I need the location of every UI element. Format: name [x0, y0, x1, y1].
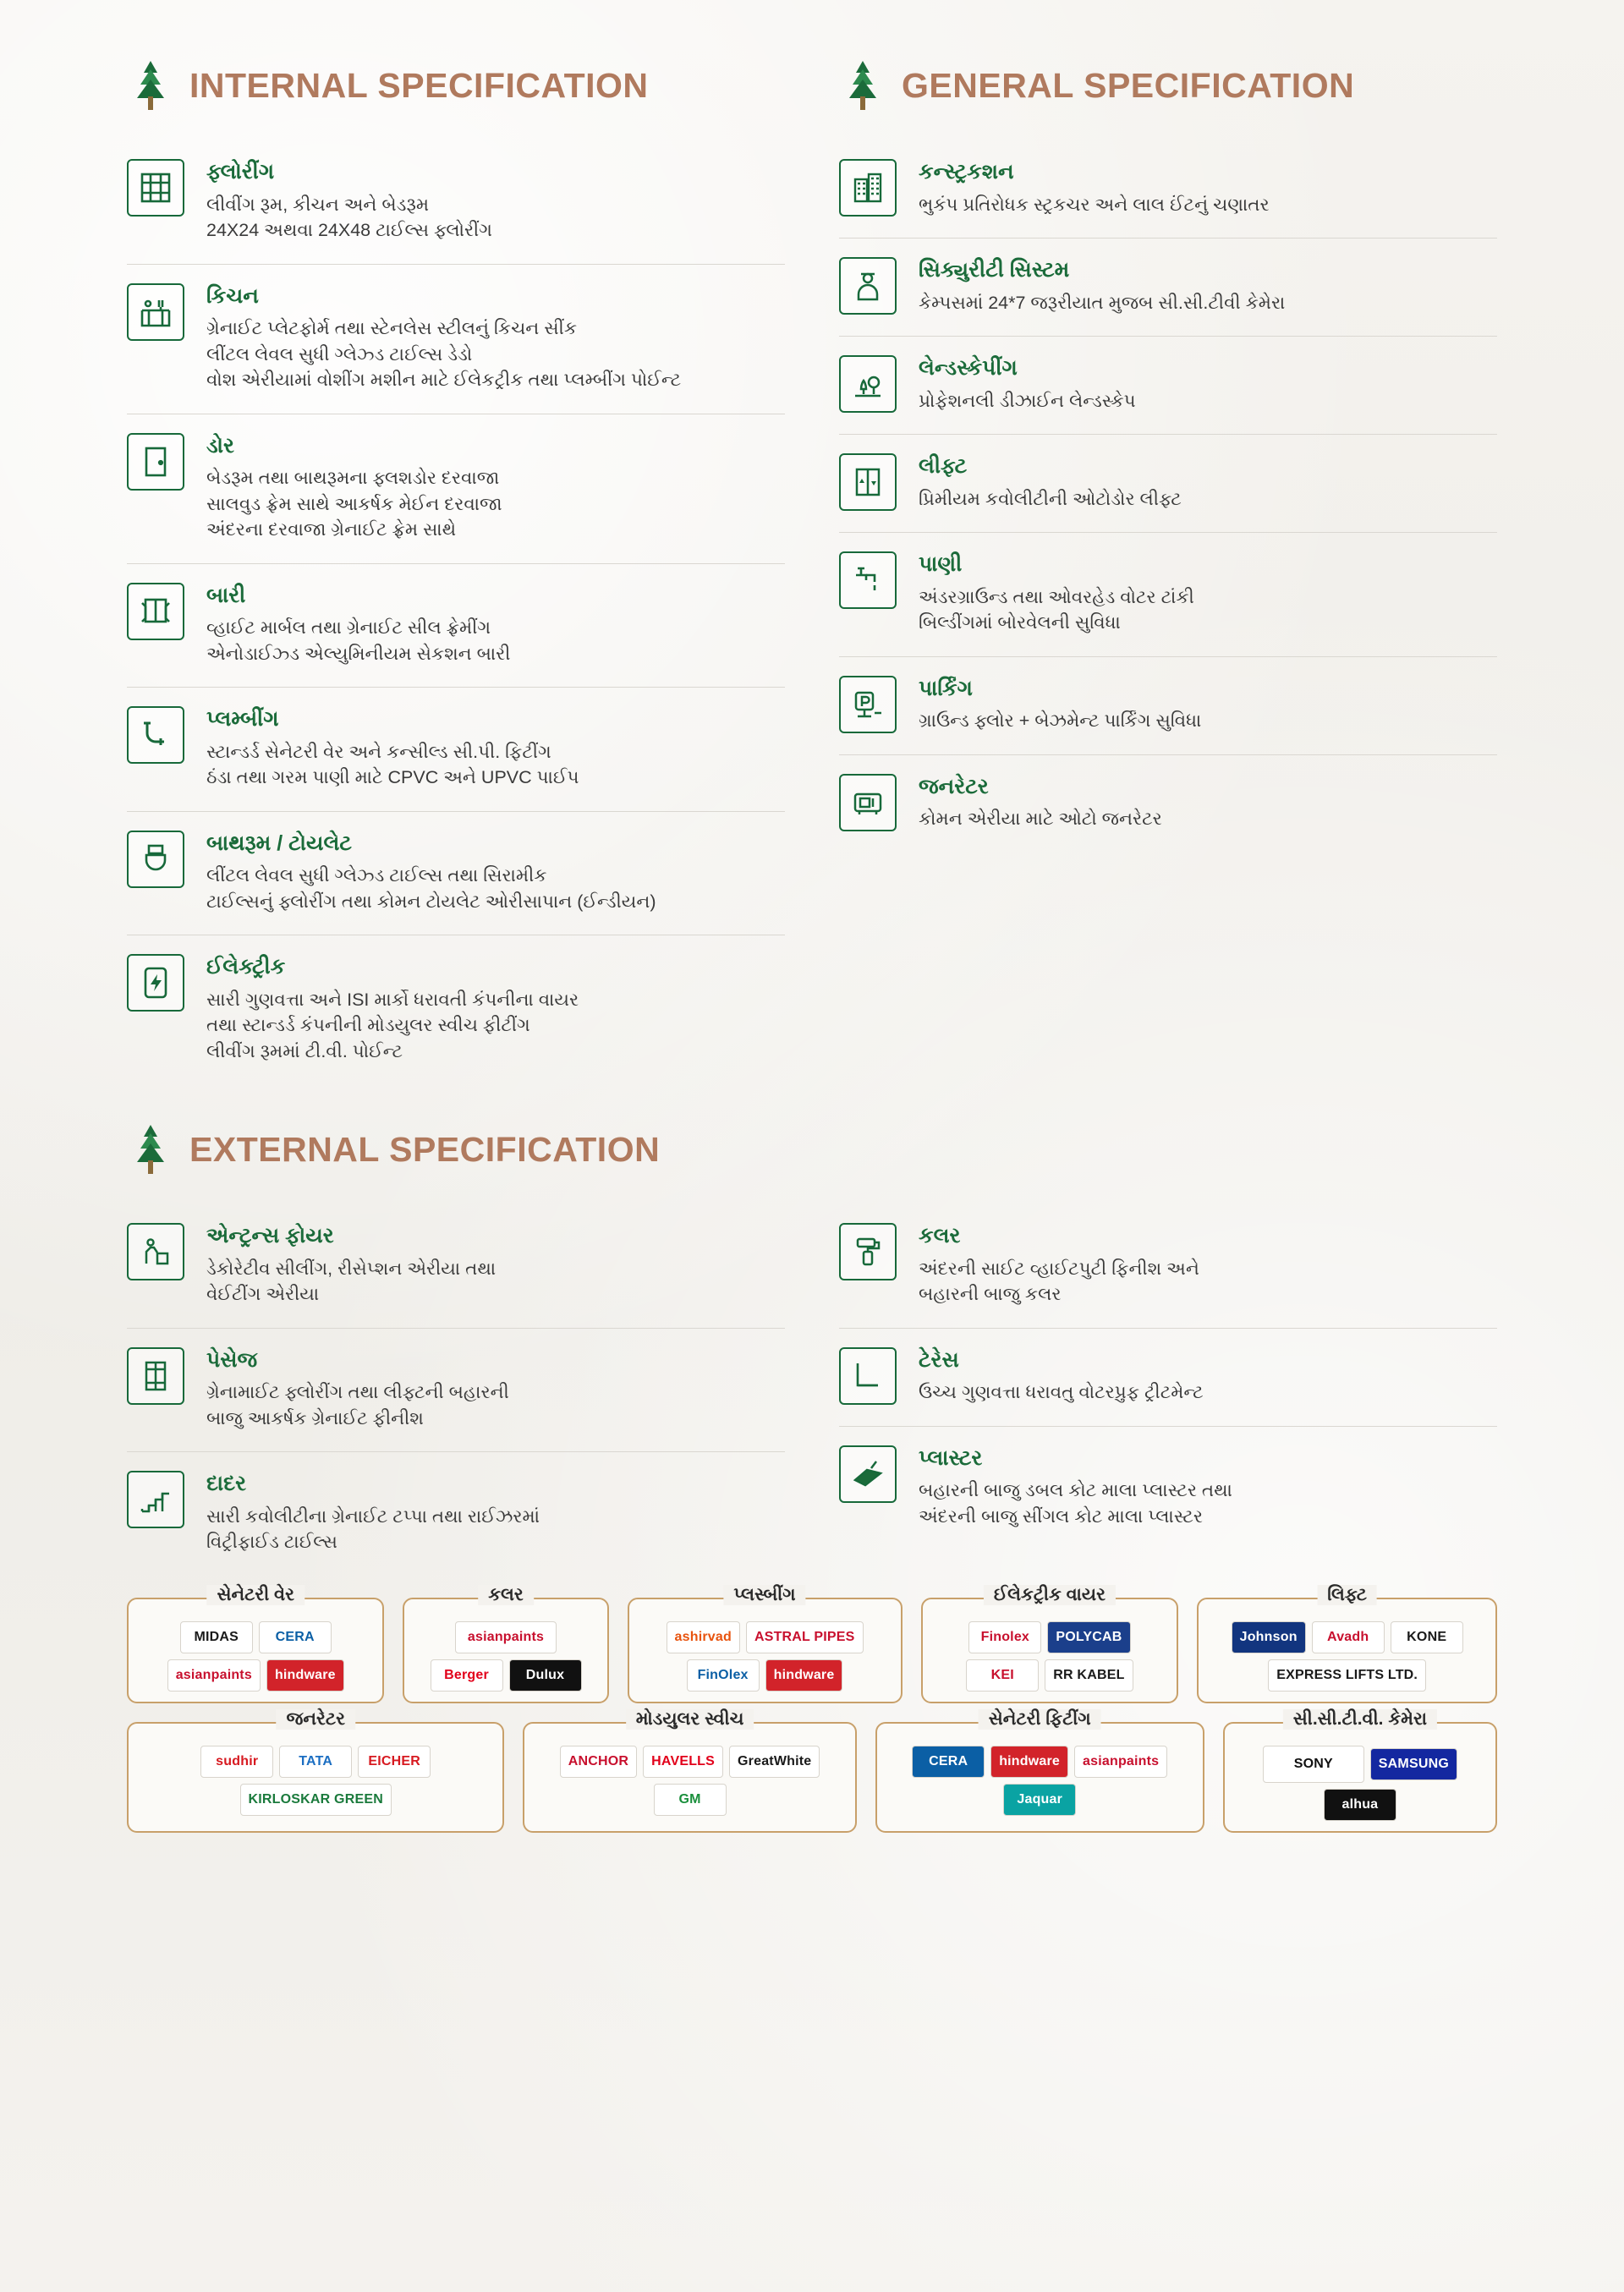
spec-item-line: લીંટલ લેવલ સુધી ગ્લેઝ્ડ ટાઈલ્સ તથા સિરામીક	[206, 865, 547, 886]
building-icon	[839, 159, 897, 217]
spec-item-title: પાર્કિંગ	[919, 676, 973, 700]
spec-item-line: ટાઈલ્સનું ફ્લોરીંગ તથા કોમન ટોયલેટ ઓરીસાપાન (ઈન્ડીયન)	[206, 891, 656, 912]
spec-item-line: તથા સ્ટાન્ડર્ડ કંપનીની મોડયુલર સ્વીચ ફીટીંગ	[206, 1015, 530, 1036]
staircase-icon	[127, 1471, 184, 1528]
internal-items-list	[127, 140, 785, 1084]
spec-item-title: જનરેટર	[919, 774, 989, 798]
spec-item	[839, 755, 1497, 853]
brand-logo: Berger	[431, 1659, 503, 1692]
brand-logo: asianpaints	[455, 1621, 557, 1653]
spec-item-text	[206, 706, 785, 791]
floor-tile-icon	[127, 159, 184, 217]
spec-item-text	[919, 676, 1497, 734]
spec-item	[839, 239, 1497, 337]
spec-item-title: લેન્ડસ્કેપીંગ	[919, 356, 1018, 381]
brand-logo: KIRLOSKAR GREEN	[240, 1784, 392, 1816]
brand-card-caption: લિફ્ટ	[1317, 1585, 1377, 1605]
brand-card-caption: ઈલેકટ્રીક વાયર	[984, 1585, 1116, 1605]
brand-logo: Jaquar	[1003, 1784, 1076, 1816]
spec-item-line: ગ્રેનાઈટ પ્લેટફોર્મ તથા સ્ટેનલેસ સ્ટીલનું કિચન સીંક	[206, 318, 577, 339]
spec-item-line: અંદરની બાજુ સીંગલ કોટ માલા પ્લાસ્ટર	[919, 1505, 1204, 1527]
brand-logo-group	[140, 1621, 370, 1692]
paint-roller-icon	[839, 1223, 897, 1280]
generator-icon	[839, 774, 897, 831]
passage-lift-icon	[127, 1347, 184, 1405]
spec-item	[127, 265, 785, 414]
section-title: EXTERNAL SPECIFICATION	[189, 1129, 661, 1169]
spec-item-line: બહારની બાજુ કલર	[919, 1284, 1062, 1305]
brand-logo-group	[1210, 1621, 1484, 1692]
brand-logo: Finolex	[968, 1621, 1041, 1653]
spec-item-text	[919, 1223, 1497, 1308]
spec-item-title: બાથરૂમ / ટોયલેટ	[206, 831, 352, 855]
spec-item-line: સ્ટાન્ડર્ડ સેનેટરી વેર અને કન્સીલ્ડ સી.પી. ફિટીંગ	[206, 741, 551, 762]
spec-item-line: કોમન એરીયા માટે ઓટો જનરેટર	[919, 809, 1162, 830]
spec-item	[839, 140, 1497, 239]
door-icon	[127, 433, 184, 491]
spec-item-line: બેડરૂમ તથા બાથરૂમના ફ્લશડોર દરવાજા	[206, 468, 500, 489]
general-items-list	[839, 140, 1497, 853]
spec-item-title: સિક્યુરીટી સિસ્ટમ	[919, 258, 1070, 282]
spec-item	[127, 1452, 785, 1576]
terrace-icon	[839, 1347, 897, 1405]
spec-item-title: લીફ્ટ	[919, 454, 968, 479]
spec-item-text	[206, 159, 785, 244]
spec-item-line: બિલ્ડીંગમાં બોરવેલની સુવિધા	[919, 612, 1121, 633]
brand-logo: RR KABEL	[1045, 1659, 1133, 1692]
spec-item-line: લીંટલ લેવલ સુધી ગ્લેઝ્ડ ટાઈલ્સ ડેડો	[206, 343, 473, 365]
spec-item-title: ટેરેસ	[919, 1347, 959, 1372]
spec-item-line: સારી ગુણવત્તા અને ISI માર્કો ધરાવતી કંપનીના વાયર	[206, 989, 579, 1010]
brand-logo: ANCHOR	[560, 1746, 637, 1778]
brand-card	[523, 1708, 856, 1833]
brand-logo: Dulux	[509, 1659, 582, 1692]
spec-item-line: વોશ એરીયામાં વોશીંગ મશીન માટે ઈલેકટ્રીક તથા પ્લમ્બીંગ પોઈન્ટ	[206, 370, 682, 391]
brand-logo: ASTRAL PIPES	[746, 1621, 864, 1653]
spec-item-line: ગ્રાઉન્ડ ફ્લોર + બેઝમેન્ટ પાર્કિંગ સુવિધા	[919, 710, 1202, 732]
spec-item-line: અંડરગ્રાઉન્ડ તથા ઓવરહેડ વોટર ટાંકી	[919, 586, 1194, 607]
spec-item-title: ડોર	[206, 433, 234, 458]
plumbing-pipe-icon	[127, 706, 184, 764]
spec-item	[839, 1427, 1497, 1550]
spec-item-line: ડેકોરેટીવ સીલીંગ, રીસેપ્શન એરીયા તથા	[206, 1258, 497, 1279]
brand-card	[403, 1584, 608, 1703]
spec-item-text	[206, 954, 785, 1064]
tree-logo-icon	[127, 59, 174, 112]
spec-item-text	[206, 1471, 785, 1555]
entrance-foyer-icon	[127, 1223, 184, 1280]
spec-item	[127, 564, 785, 688]
brand-logo: KONE	[1391, 1621, 1463, 1653]
spec-item-text	[206, 583, 785, 667]
spec-item	[127, 935, 785, 1084]
brand-card-caption: મોડયુલર સ્વીચ	[626, 1709, 754, 1730]
brand-card	[628, 1584, 903, 1703]
spec-item-title: પ્લાસ્ટર	[919, 1445, 983, 1470]
spec-item	[839, 435, 1497, 533]
brand-logo: ashirvad	[667, 1621, 740, 1653]
spec-item	[839, 1204, 1497, 1329]
spec-item-title: પેસેજ	[206, 1347, 258, 1372]
brand-logo: hindware	[266, 1659, 344, 1692]
brand-logo: FinOlex	[687, 1659, 760, 1692]
spec-item-line: વેઈટીંગ એરીયા	[206, 1284, 320, 1305]
toilet-icon	[127, 831, 184, 888]
spec-item	[127, 1204, 785, 1329]
spec-item-text	[919, 1347, 1497, 1406]
brand-logo-group	[416, 1621, 595, 1692]
section-title: INTERNAL SPECIFICATION	[189, 65, 649, 105]
brand-logo-group	[641, 1621, 889, 1692]
spec-item-title: ફ્લોરીંગ	[206, 160, 275, 184]
brand-logo: KEI	[966, 1659, 1039, 1692]
spec-item-text	[919, 551, 1497, 636]
brand-card	[1223, 1708, 1497, 1833]
electric-bolt-icon	[127, 954, 184, 1012]
brand-logo-group	[935, 1621, 1166, 1692]
spec-item-line: ભુકંપ પ્રતિરોધક સ્ટ્રકચર અને લાલ ઈંટનું ચણાતર	[919, 194, 1270, 215]
general-specification-column	[839, 59, 1497, 1084]
tree-logo-icon	[839, 59, 886, 112]
spec-item-line: 24X24 અથવા 24X48 ટાઈલ્સ ફ્લોરીંગ	[206, 220, 492, 241]
brand-logo: CERA	[912, 1746, 985, 1778]
brand-card	[127, 1584, 384, 1703]
parking-icon	[839, 676, 897, 733]
spec-item-line: વિટ્રીફાઈડ ટાઈલ્સ	[206, 1532, 337, 1553]
brand-logo: GM	[654, 1784, 727, 1816]
landscape-icon	[839, 355, 897, 413]
brand-logo: SAMSUNG	[1370, 1748, 1457, 1780]
spec-item-line: બહારની બાજુ ડબલ કોટ માલા પ્લાસ્ટર તથા	[919, 1480, 1232, 1501]
external-items-right	[839, 1204, 1497, 1576]
spec-item	[127, 688, 785, 812]
brand-card-caption: પ્લસ્બીંગ	[723, 1585, 805, 1605]
brand-strip-row-1	[127, 1584, 1497, 1703]
spec-item-title: પ્લમ્બીંગ	[206, 707, 279, 732]
spec-item-line: લીવીંગ રૂમમાં ટી.વી. પોઈન્ટ	[206, 1040, 403, 1061]
spec-item-line: સાલવુડ ફ્રેમ સાથે આકર્ષક મેઈન દરવાજા	[206, 493, 502, 514]
brand-logo: CERA	[259, 1621, 332, 1653]
external-section-heading	[127, 1123, 1497, 1176]
spec-item-line: સારી કવોલીટીના ગ્રેનાઈટ ટપ્પા તથા રાઈઝરમાં	[206, 1505, 540, 1527]
water-tap-icon	[839, 551, 897, 609]
internal-section-heading	[127, 59, 785, 112]
general-section-heading	[839, 59, 1497, 112]
spec-item-line: પ્રિમીયમ કવોલીટીની ઓટોડોર લીફ્ટ	[919, 488, 1182, 509]
brand-logo: SONY	[1263, 1746, 1364, 1783]
brand-logo: hindware	[765, 1659, 843, 1692]
external-columns	[127, 1204, 1497, 1576]
spec-item-text	[919, 159, 1497, 217]
brand-card-caption: સી.સી.ટી.વી. કેમેરા	[1283, 1709, 1437, 1730]
spec-item-title: કિચન	[206, 283, 259, 308]
brand-logo: TATA	[279, 1746, 352, 1778]
brand-logo: sudhir	[200, 1746, 273, 1778]
brand-logo-group	[140, 1746, 491, 1816]
lift-icon	[839, 453, 897, 511]
spec-item-line: અંદરની સાઈટ વ્હાઈટપુટી ફિનીશ અને	[919, 1258, 1199, 1279]
spec-item-line: કેમ્પસમાં 24*7 જરૂરીયાત મુજબ સી.સી.ટીવી કેમેરા	[919, 292, 1286, 313]
spec-item-line: ગ્રેનામાઈટ ફ્લોરીંગ તથા લીફ્ટની બહારની	[206, 1382, 509, 1403]
spec-item-text	[919, 774, 1497, 832]
brand-logo: alhua	[1324, 1789, 1396, 1821]
brand-card	[1197, 1584, 1497, 1703]
spec-item-text	[206, 433, 785, 543]
spec-item-title: ઈલેક્ટ્રીક	[206, 955, 286, 979]
spec-item	[839, 1329, 1497, 1427]
top-columns	[127, 59, 1497, 1084]
spec-item-line: અંદરના દરવાજા ગ્રેનાઈટ ફ્રેમ સાથે	[206, 519, 457, 540]
brand-logo: EXPRESS LIFTS LTD.	[1268, 1659, 1426, 1692]
spec-item-line: એનોડાઈઝ્ડ એલ્યુમિનીયમ સેકશન બારી	[206, 643, 511, 664]
spec-item	[839, 533, 1497, 657]
spec-item-text	[206, 283, 785, 393]
internal-specification-column	[127, 59, 785, 1084]
brand-logo: asianpaints	[1074, 1746, 1167, 1778]
spec-item-title: કલર	[919, 1224, 961, 1248]
brand-logo: asianpaints	[167, 1659, 261, 1692]
spec-item	[127, 812, 785, 936]
spec-item-line: પ્રોફેશનલી ડીઝાઈન લેન્ડસ્કેપ	[919, 390, 1136, 411]
brand-logo-group	[536, 1746, 842, 1816]
spec-item	[127, 414, 785, 564]
spec-item	[839, 337, 1497, 435]
spec-item-line: વ્હાઈટ માર્બલ તથા ગ્રેનાઈટ સીલ ફ્રેમીંગ	[206, 617, 491, 639]
spec-item-text	[206, 1347, 785, 1432]
brand-card	[127, 1708, 504, 1833]
brand-logo: POLYCAB	[1047, 1621, 1130, 1653]
brand-logo: GreatWhite	[729, 1746, 820, 1778]
brand-logo-group	[1237, 1746, 1484, 1821]
spec-item	[127, 140, 785, 265]
brand-logo: HAVELLS	[643, 1746, 723, 1778]
spec-item-title: બારી	[206, 583, 246, 607]
spec-item-text	[206, 831, 785, 915]
external-items-left	[127, 1204, 785, 1576]
kitchen-icon	[127, 283, 184, 341]
brand-logo: hindware	[990, 1746, 1068, 1778]
brand-card-caption: જનરેટર	[276, 1709, 354, 1730]
spec-item-line: ઉચ્ચ ગુણવત્તા ધરાવતુ વોટરપ્રુફ ટ્રીટમેન્ટ	[919, 1382, 1204, 1403]
brand-logo: EICHER	[358, 1746, 431, 1778]
tree-logo-icon	[127, 1123, 174, 1176]
spec-item-text	[919, 453, 1497, 512]
spec-item-title: દાદર	[206, 1472, 247, 1496]
brand-card-caption: સેનેટરી વેર	[206, 1585, 304, 1605]
brand-logo-group	[889, 1746, 1191, 1816]
security-guard-icon	[839, 257, 897, 315]
brand-card-caption: કલર	[478, 1585, 534, 1605]
spec-item-line: બાજુ આકર્ષક ગ્રેનાઈટ ફીનીશ	[206, 1407, 424, 1428]
brand-logo: MIDAS	[180, 1621, 253, 1653]
brand-logo: Avadh	[1312, 1621, 1385, 1653]
spec-item	[127, 1329, 785, 1453]
spec-item-text	[919, 355, 1497, 414]
brand-card	[875, 1708, 1204, 1833]
spec-item	[839, 657, 1497, 755]
brand-strip-row-2	[127, 1708, 1497, 1833]
spec-item-text	[919, 1445, 1497, 1530]
spec-item-line: ઠંડા તથા ગરમ પાણી માટે CPVC અને UPVC પાઈપ	[206, 767, 579, 788]
window-icon	[127, 583, 184, 640]
spec-item-line: લીવીંગ રૂમ, કીચન અને બેડરૂમ	[206, 194, 430, 215]
spec-item-text	[919, 257, 1497, 315]
plaster-trowel-icon	[839, 1445, 897, 1503]
spec-item-title: કન્સ્ટ્રકશન	[919, 160, 1014, 184]
spec-item-title: એન્ટ્રન્સ ફોયર	[206, 1224, 334, 1248]
brand-card	[921, 1584, 1179, 1703]
brand-logo: Johnson	[1232, 1621, 1306, 1653]
brand-card-caption: સેનેટરી ફિટીંગ	[979, 1709, 1101, 1730]
section-title: GENERAL SPECIFICATION	[902, 65, 1355, 105]
spec-item-title: પાણી	[919, 552, 963, 577]
spec-item-text	[206, 1223, 785, 1308]
